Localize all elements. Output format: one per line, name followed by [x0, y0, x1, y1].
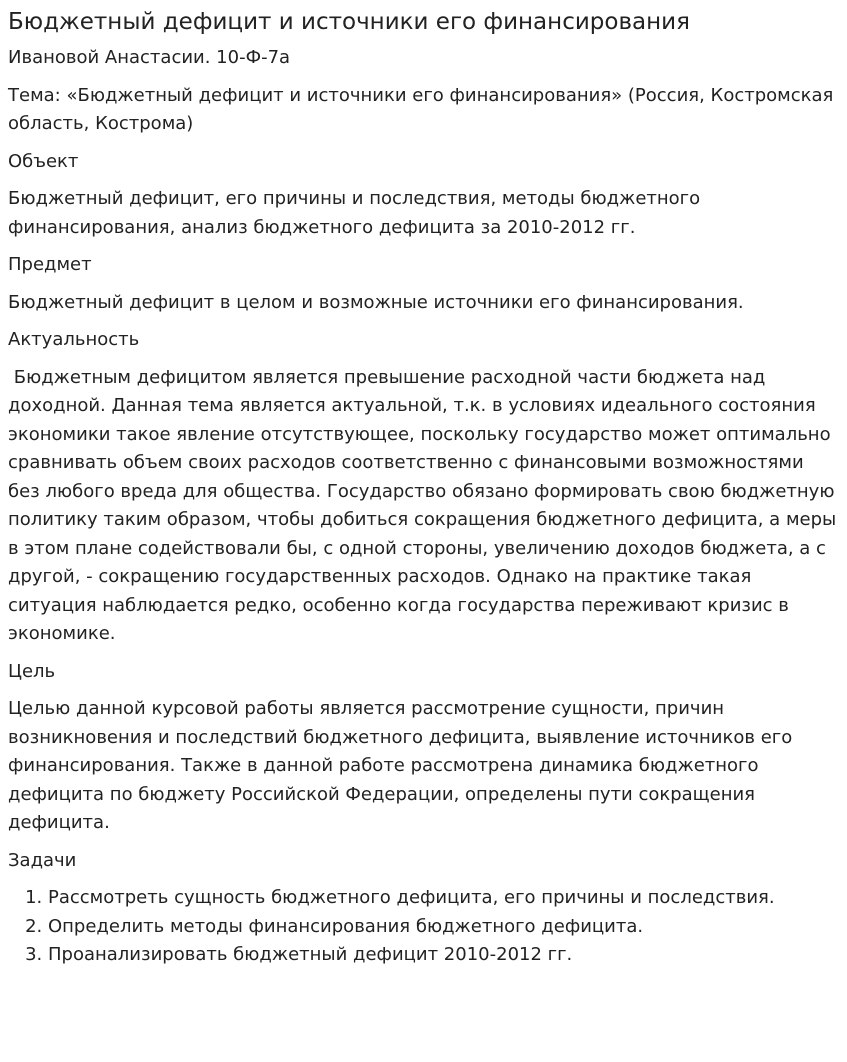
section-heading-tasks: Задачи	[8, 849, 77, 871]
task-item: 2. Определить методы финансирования бюджетного дефицита.	[48, 913, 839, 942]
section-heading-subject: Предмет	[8, 254, 92, 275]
tasks-list	[8, 884, 839, 970]
section-heading-goal: Цель	[8, 660, 56, 682]
page-title: Бюджетный дефицит и источники его финансирования	[8, 9, 690, 35]
topic-paragraph: Тема: «Бюджетный дефицит и источники его финансирования» (Россия, Костромская область, Кострома)	[8, 84, 834, 134]
section-heading-relevance: Актуальность	[8, 329, 140, 350]
section-heading-object: Объект	[8, 150, 79, 172]
section-text-relevance: Бюджетным дефицитом является превышение расходной части бюджета над доходной. Данная тема является актуальной, т.к. в условиях идеального состояния экономики такое явление отсутствующее, поскольку государство может оптимально сравнивать объем своих расходов соответственно с финансовыми возможностями без любого вреда для общества. Государство обязано формировать свою бюджетную политику таким образом, чтобы добиться сокращения бюджетного дефицита, а меры в этом плане содействовали бы, с одной стороны, увеличению доходов бюджета, а с другой, - сокращению государственных расходов. Однако на практике такая ситуация наблюдается редко, особенно когда государства переживают кризис в экономике.	[8, 366, 842, 644]
task-item: 1. Рассмотреть сущность бюджетного дефицита, его причины и последствия.	[48, 884, 839, 913]
task-item: 3. Проанализировать бюджетный дефицит 2010-2012 гг.	[48, 941, 839, 970]
author-line: Ивановой Анастасии. 10-Ф-7а	[8, 47, 291, 68]
section-text-goal: Целью данной курсовой работы является рассмотрение сущности, причин возникновения и последствий бюджетного дефицита, выявление источников его финансирования. Также в данной работе рассмотрена динамика бюджетного дефицита по бюджету Российской Федерации, определены пути сокращения дефицита.	[8, 698, 793, 833]
section-text-subject: Бюджетный дефицит в целом и возможные источники его финансирования.	[8, 291, 744, 313]
section-text-object: Бюджетный дефицит, его причины и последствия, методы бюджетного финансирования, анализ бюджетного дефицита за 2010-2012 гг.	[8, 188, 701, 238]
